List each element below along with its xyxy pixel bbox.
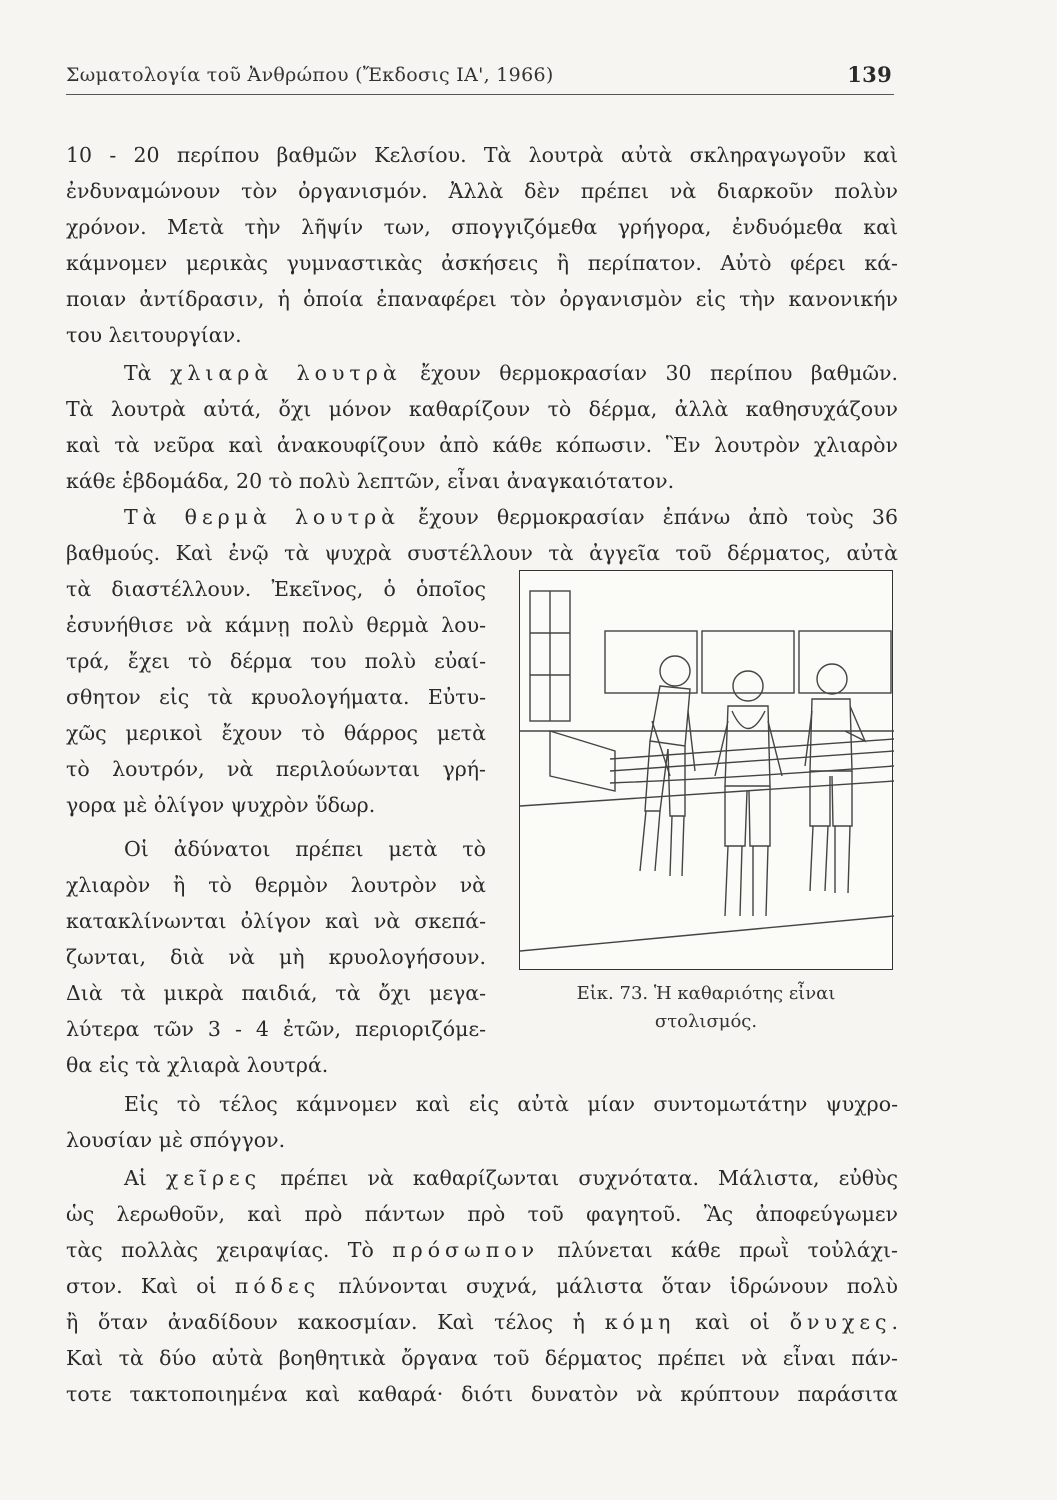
text-line: Καὶ τὰ δύο αὐτὰ βοηθητικὰ ὄργανα τοῦ δέρματος πρέπει νὰ εἶναι πάν- [66, 1346, 898, 1370]
running-title: Σωματολογία τοῦ Ἀνθρώπου (Ἔκδοσις ΙΑ', 1966) [66, 64, 554, 86]
spaced-term: κόμη [604, 1310, 676, 1334]
spaced-term: πόδες [234, 1274, 321, 1298]
text-line: ὡς λερωθοῦν, καὶ πρὸ πάντων πρὸ τοῦ φαγητοῦ. Ἂς ἀποφεύγωμεν [66, 1202, 898, 1226]
text-line: λουσίαν μὲ σπόγγον. [66, 1128, 286, 1152]
text-line: κάμνομεν μερικὰς γυμναστικὰς ἀσκήσεις ἢ περίπατον. Αὐτὸ φέρει κά- [66, 251, 898, 275]
spaced-term: πρόσωπον [392, 1238, 540, 1262]
text-line: τὰς πολλὰς χειραψίας. Τὸ πρόσωπον πλύνεται κάθε πρωῒ τοὐλάχι- [66, 1238, 898, 1262]
figure-caption: στολισμός. [654, 1011, 758, 1032]
spaced-term: χλιαρὰ λουτρὰ [169, 361, 402, 385]
text-line: κατακλίνωνται ὀλίγον καὶ νὰ σκεπά- [66, 909, 486, 933]
text-line: Τὰ θερμὰ λουτρὰ ἔχουν θερμοκρασίαν ἐπάνω ἀπὸ τοὺς 36 [124, 505, 898, 529]
text-line: Διὰ τὰ μικρὰ παιδιά, τὰ ὄχι μεγα- [66, 981, 486, 1005]
text-line: λύτερα τῶν 3 - 4 ἐτῶν, περιοριζόμε- [66, 1017, 486, 1041]
text-line: ποιαν ἀντίδρασιν, ἡ ὁποία ἐπαναφέρει τὸν ὀργανισμὸν εἰς τὴν κανονικήν [66, 287, 898, 311]
spaced-term: ὄνυχες [789, 1310, 892, 1334]
text-line: τοτε τακτοποιημένα καὶ καθαρά· διότι δυνατὸν νὰ κρύπτουν παράσιτα [66, 1382, 898, 1406]
text-line: 10 - 20 περίπου βαθμῶν Κελσίου. Τὰ λουτρὰ αὐτὰ σκληραγωγοῦν καὶ [66, 143, 898, 167]
figure-caption: Εἰκ. 73. Ἡ καθαριότης εἶναι [576, 983, 836, 1004]
text-line: χρόνον. Μετὰ τὴν λῆψίν των, σπογγιζόμεθα γρήγορα, ἐνδυόμεθα καὶ [66, 215, 898, 239]
text-line: του λειτουργίαν. [66, 323, 242, 347]
text-line: χῶς μερικοὶ ἔχουν τὸ θάρρος μετὰ [66, 721, 486, 745]
text-line: καὶ τὰ νεῦρα καὶ ἀνακουφίζουν ἀπὸ κάθε κόπωσιν. Ἓν λουτρὸν χλιαρὸν [66, 433, 898, 457]
text-line: Εἰς τὸ τέλος κάμνομεν καὶ εἰς αὐτὰ μίαν συντομωτάτην ψυχρο- [124, 1092, 898, 1116]
text-line: Αἱ χεῖρες πρέπει νὰ καθαρίζωνται συχνότατα. Μάλιστα, εὐθὺς [124, 1166, 898, 1190]
text-line: γορα μὲ ὀλίγον ψυχρὸν ὕδωρ. [66, 793, 376, 817]
figure-illustration [519, 570, 893, 970]
text-line: κάθε ἑβδομάδα, 20 τὸ πολὺ λεπτῶν, εἶναι ἀναγκαιότατον. [66, 469, 675, 493]
text-line: θα εἰς τὰ χλιαρὰ λουτρά. [66, 1053, 329, 1077]
washroom-illustration [520, 571, 894, 971]
text-line: τρά, ἔχει τὸ δέρμα του πολὺ εὐαί- [66, 649, 486, 673]
text-line: Τὰ χλιαρὰ λουτρὰ ἔχουν θερμοκρασίαν 30 περίπου βαθμῶν. [124, 361, 898, 385]
text-line: στον. Καὶ οἱ πόδες πλύνονται συχνά, μάλιστα ὅταν ἱδρώνουν πολὺ [66, 1274, 898, 1298]
text-line: ἐσυνήθισε νὰ κάμνῃ πολὺ θερμὰ λου- [66, 613, 486, 637]
page-header [66, 62, 894, 95]
text-line: βαθμούς. Καὶ ἐνῷ τὰ ψυχρὰ συστέλλουν τὰ ἀγγεῖα τοῦ δέρματος, αὐτὰ [66, 541, 898, 565]
text-line: χλιαρὸν ἢ τὸ θερμὸν λουτρὸν νὰ [66, 873, 486, 897]
text-line: σθητον εἰς τὰ κρυολογήματα. Εὐτυ- [66, 685, 486, 709]
text-line: Οἱ ἀδύνατοι πρέπει μετὰ τὸ [124, 837, 486, 861]
text-line: Τὰ λουτρὰ αὐτά, ὄχι μόνον καθαρίζουν τὸ δέρμα, ἀλλὰ καθησυχάζουν [66, 397, 898, 421]
spaced-term: Τὰ θερμὰ λουτρὰ [124, 505, 400, 529]
page-number: 139 [847, 62, 892, 87]
text-line: ἐνδυναμώνουν τὸν ὀργανισμόν. Ἀλλὰ δὲν πρέπει νὰ διαρκοῦν πολὺν [66, 179, 898, 203]
spaced-term: χεῖρες [165, 1166, 262, 1190]
text-line: τὰ διαστέλλουν. Ἐκεῖνος, ὁ ὁποῖος [66, 577, 486, 601]
text-line: ἢ ὅταν ἀναδίδουν κακοσμίαν. Καὶ τέλος ἡ κόμη καὶ οἱ ὄνυχες. [66, 1310, 899, 1334]
text-line: ζωνται, διὰ νὰ μὴ κρυολογήσουν. [66, 945, 486, 969]
text-line: τὸ λουτρόν, νὰ περιλούωνται γρή- [66, 757, 486, 781]
